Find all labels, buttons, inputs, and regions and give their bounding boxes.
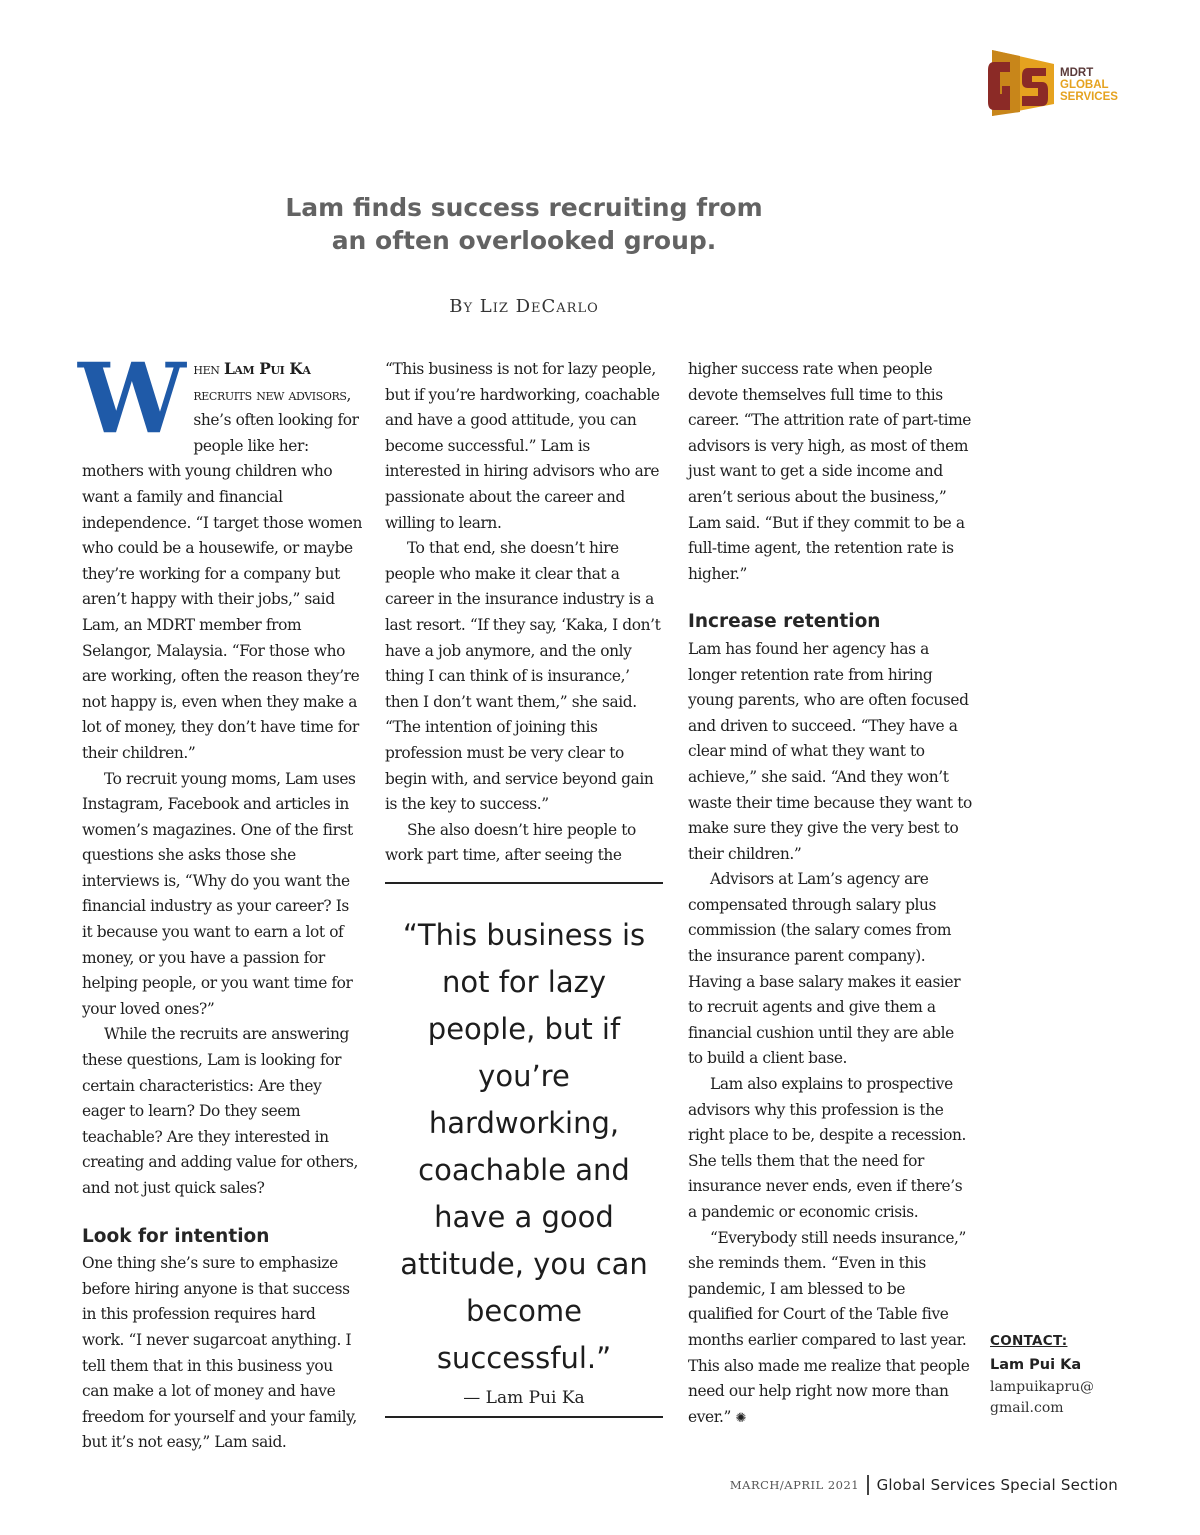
paragraph: One thing she’s sure to emphasize before hiring anyone is that success in this profession requires hard work. “I never sugarcoat anything. I tell them that in this business you can make a lot of money and have freedom for yourself and your family, but it’s not easy,” Lam said. [82,1254,357,1452]
logo-line-global: GLOBAL [1060,79,1109,91]
byline: By Liz DeCarlo [449,296,599,317]
paragraph [78,342,362,767]
paragraph-text: she’s often looking for people like her: mothers with young children who want a family and financial independence. “I target those women who could be a housewife, or maybe they’re working for a company but aren’t happy with their jobs,” said Lam, an MDRT member from Selangor, Malaysia. “For those who are working, often the reason they’re not happy is, even when they make a lot of money, they don’t have time for their children.” [82,411,362,762]
paragraph: To that end, she doesn’t hire people who make it clear that a career in the insurance industry is a last resort. “If they say, ‘Kaka, I don’t have a job anymore, and the only thing I can think of is insurance,’ then I don’t want them,” she said. “The intention of joining this profession must be very clear to begin with, and service beyond gain is the key to success.” [385,539,661,814]
contact-label: CONTACT: [990,1333,1068,1349]
paragraph: To recruit young moms, Lam uses Instagram, Facebook and articles in women’s magazines. One of the first questions she asks those she interviews is, “Why do you want the financial industry as your career? Is it because you want to earn a lot of money, or you have a passion for helping people, or you want time for your loved ones?” [82,769,356,1018]
lead-in-rest: recruits new advisors, [193,385,351,404]
column-2 [385,357,663,869]
paragraph: Lam also explains to prospective advisors why this profession is the right place to be, despite a recession. She tells them that the need for insurance never ends, even if there’s a pandemic or economic crisis. [688,1075,967,1221]
logo-line-services: SERVICES [1060,91,1118,103]
deck-line-1: Lam finds success recruiting from [285,193,763,222]
article-deck [240,191,808,257]
footer-date: MARCH/APRIL 2021 [729,1478,860,1492]
end-mark-icon: ✺ [735,1410,746,1426]
logo-line-mdrt: MDRT [1060,67,1094,79]
paragraph: Lam has found her agency has a longer retention rate from hiring young parents, who are often focused and driven to succeed. “They have a clear mind of what they want to achieve,” she said. “And they won’t waste their time because they want to make sure they give the very best to their children.” [688,639,972,863]
paragraph: Advisors at Lam’s agency are compensated through salary plus commission (the salary comes from the insurance parent company). Having a base salary makes it easier to recruit agents and give them a financial cushion until they are able to build a client base. [688,870,961,1068]
paragraph: While the recruits are answering these questions, Lam is looking for certain characteristics: Are they eager to learn? Do they seem teachable? Are they interested in creating and adding value for others, and not just quick sales? [82,1025,359,1197]
paragraph: higher success rate when people devote themselves full time to this career. “The attrition rate of part-time advisors is very high, as most of them just want to get a side income and aren’t serious about the business,” Lam said. “But if they commit to be a full-time agent, the retention rate is higher.” [688,360,972,583]
contact-name: Lam Pui Ka [990,1357,1082,1373]
logo-wordmark [1060,67,1118,103]
subhead-look-for-intention: Look for intention [82,1225,270,1247]
paragraph [688,1226,972,1432]
footer-section-name: Global Services Special Section [876,1476,1118,1494]
paragraph-text: “Everybody still needs insurance,” she reminds them. “Even in this pandemic, I am blessed to be qualified for Court of the Table five months earlier compared to last year. This also made me realize that people need our help right now more than ever.” [688,1228,970,1426]
subhead-increase-retention: Increase retention [688,611,881,633]
deck-line-2: an often overlooked group. [331,226,717,255]
contact-email [990,1377,1140,1419]
pull-quote-box [385,882,663,1418]
lead-in-name: Lam Pui Ka [223,360,311,378]
page-footer [730,1475,1118,1495]
footer-divider [867,1475,869,1495]
column-1 [78,342,362,1456]
contact-email-line-2: gmail.com [990,1400,1064,1416]
paragraph: She also doesn’t hire people to work part time, after seeing the [385,820,636,865]
drop-cap: W [78,342,186,455]
lead-in-word: hen [193,360,220,378]
contact-email-line-1: lampuikapru@ [990,1379,1095,1395]
gs-logo-icon [984,46,1058,120]
pull-quote-text: “This business is not for lazy people, but if you’re hardworking, coachable and have a good attitude, you can become successful.” [400,918,648,1375]
mdrt-global-services-logo [984,46,1124,120]
contact-box [990,1333,1140,1419]
paragraph: “This business is not for lazy people, but if you’re hardworking, coachable and have a good attitude, you can become successful.” Lam is interested in hiring advisors who are passionate about the career and willing to learn. [385,360,660,532]
pull-quote-attribution: — Lam Pui Ka [463,1388,585,1408]
lead-in [193,360,351,404]
column-3 [688,357,972,1431]
